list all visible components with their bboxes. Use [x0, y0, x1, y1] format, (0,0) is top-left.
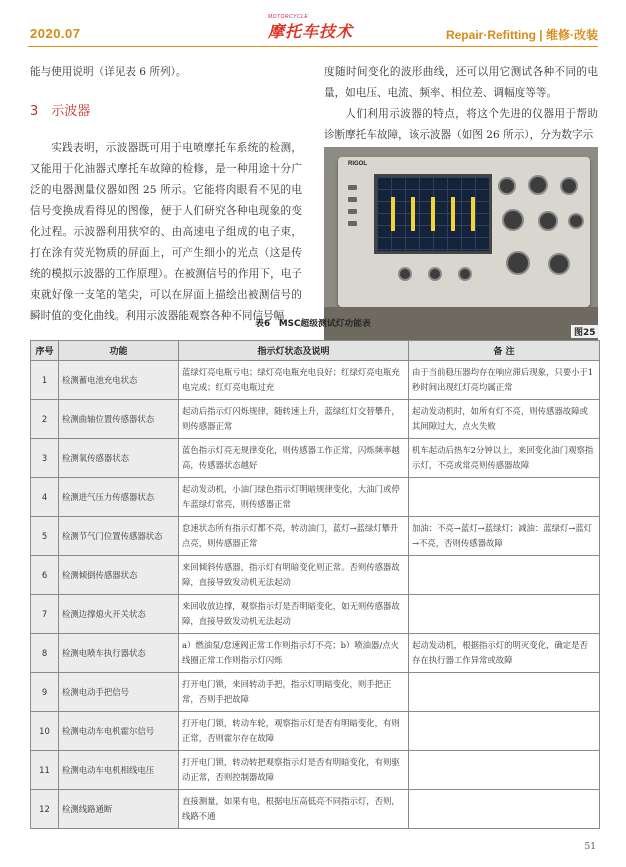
row-note — [409, 673, 600, 712]
row-indicator: 直接测量，如果有电，根据电压高低亮不同指示灯，否则，线路不通 — [179, 790, 409, 829]
table-row — [31, 478, 600, 517]
row-note: 加油：不亮→蓝灯→蓝绿灯；减油：蓝绿灯→蓝灯→不亮，否则传感器故障 — [409, 517, 600, 556]
row-function: 检测节气门位置传感器状态 — [59, 517, 179, 556]
right-paragraph-2: 人们利用示波器的特点，将这个先进的仪器用于帮助诊断摩托车故障，该示波器（如图 26 所示），分为数字示 — [324, 108, 598, 141]
row-note: 由于当前稳压器均存在响应滞后现象，只要小于1秒时间出现红灯亮均属正常 — [409, 361, 600, 400]
oscilloscope-photo — [324, 147, 598, 340]
row-number: 7 — [31, 595, 59, 634]
table-row — [31, 790, 600, 829]
row-indicator: 蓝色指示灯亮无规律变化，则传感器工作正常，闪烁频率越高，传感器状态越好 — [179, 439, 409, 478]
row-number: 11 — [31, 751, 59, 790]
table-row — [31, 751, 600, 790]
logo-title: 摩托车技术 — [268, 22, 354, 41]
row-number: 9 — [31, 673, 59, 712]
row-indicator: 起动后指示灯闪烁规律，随转速上升，蓝绿红灯交替攀升，则传感器正常 — [179, 400, 409, 439]
page-number: 51 — [584, 842, 596, 852]
control-knob — [498, 177, 516, 195]
left-paragraph-1: 能与使用说明（详见表 6 所列）。 — [30, 66, 187, 78]
row-number: 2 — [31, 400, 59, 439]
control-knob — [568, 213, 584, 229]
row-function: 检测进气压力传感器状态 — [59, 478, 179, 517]
row-function: 检测边撑熄火开关状态 — [59, 595, 179, 634]
oscilloscope-body — [338, 157, 590, 307]
row-indicator: 蓝绿灯亮电瓶亏电；绿灯亮电瓶充电良好；红绿灯亮电瓶充电完成；红灯亮电瓶过充 — [179, 361, 409, 400]
menu-button — [348, 197, 357, 202]
table-row — [31, 517, 600, 556]
row-number: 8 — [31, 634, 59, 673]
row-indicator: 打开电门锁，转动车轮，观察指示灯是否有明暗变化，有则正常，否则霍尔存在故障 — [179, 712, 409, 751]
right-paragraph-1: 度随时间变化的波形曲线，还可以用它测试各种不同的电量，如电压、电流、频率、相位差、调幅度等等。 — [324, 66, 598, 99]
row-note — [409, 790, 600, 829]
menu-button — [348, 209, 357, 214]
row-note — [409, 595, 600, 634]
row-note: 机车起动后热车2分钟以上，来回变化油门观察指示灯，不亮或常亮则传感器故障 — [409, 439, 600, 478]
row-function: 检测蓄电池充电状态 — [59, 361, 179, 400]
magazine-logo — [268, 14, 363, 42]
row-function: 检测电动手把信号 — [59, 673, 179, 712]
logo-subtitle: MOTORCYCLE — [268, 14, 309, 20]
row-function: 检测电喷车执行器状态 — [59, 634, 179, 673]
row-function: 检测倾倒传感器状态 — [59, 556, 179, 595]
header-function: 功能 — [59, 341, 179, 361]
issue-date: 2020.07 — [30, 26, 81, 41]
control-knob — [560, 177, 578, 195]
row-function: 检测曲轴位置传感器状态 — [59, 400, 179, 439]
waveform-pulse — [431, 197, 435, 231]
row-indicator: a）燃油泵/怠速阀正常工作则指示灯不亮；b）喷油器/点火线圈正常工作则指示灯闪烁 — [179, 634, 409, 673]
header-indicator: 指示灯状态及说明 — [179, 341, 409, 361]
menu-button — [348, 185, 357, 190]
row-indicator: 打开电门锁，来回转动手把，指示灯明暗变化，则手把正常，否则手把故障 — [179, 673, 409, 712]
section-name: Repair·Refitting | 维修·改装 — [445, 28, 598, 42]
table-row — [31, 595, 600, 634]
row-number: 3 — [31, 439, 59, 478]
row-indicator: 起动发动机，小油门绿色指示灯明暗规律变化，大油门或停车蓝绿灯常亮，则传感器正常 — [179, 478, 409, 517]
control-knob — [538, 211, 558, 231]
table-row — [31, 634, 600, 673]
control-knob — [506, 251, 530, 275]
header-number: 序号 — [31, 341, 59, 361]
table-row — [31, 556, 600, 595]
row-function: 检测电动车电机相线电压 — [59, 751, 179, 790]
row-note — [409, 712, 600, 751]
row-number: 12 — [31, 790, 59, 829]
table-row — [31, 400, 600, 439]
header-divider — [28, 46, 598, 47]
row-number: 10 — [31, 712, 59, 751]
row-number: 1 — [31, 361, 59, 400]
row-function: 检测氧传感器状态 — [59, 439, 179, 478]
section-heading: 3 示波器 — [30, 104, 91, 119]
row-note: 起动发动机时，如所有灯不亮，则传感器故障或其间隙过大，点火失败 — [409, 400, 600, 439]
row-note — [409, 478, 600, 517]
control-knob — [502, 209, 524, 231]
table-caption: 表6 MSC超级测试灯功能表 — [255, 319, 371, 329]
waveform-pulse — [451, 197, 455, 231]
row-indicator: 来回倾斜传感器，指示灯有明暗变化则正常。否则传感器故障，直接导致发动机无法起动 — [179, 556, 409, 595]
waveform-pulse — [391, 197, 395, 231]
oscilloscope-brand: RIGOL — [348, 161, 367, 167]
row-number: 5 — [31, 517, 59, 556]
row-indicator: 来回收放边撑，观察指示灯是否明暗变化，如无则传感器故障，直接导致发动机无法起动 — [179, 595, 409, 634]
waveform-pulse — [471, 197, 475, 231]
table-row — [31, 361, 600, 400]
table-row — [31, 673, 600, 712]
row-number: 4 — [31, 478, 59, 517]
control-knob — [528, 175, 548, 195]
table-row — [31, 439, 600, 478]
row-indicator: 打开电门锁，转动转把观察指示灯是否有明暗变化，有则驱动正常，否则控制器故障 — [179, 751, 409, 790]
row-note: 起动发动机，根据指示灯的明灭变化，确定是否存在执行器工作异常或故障 — [409, 634, 600, 673]
row-note — [409, 751, 600, 790]
row-function: 检测电动车电机霍尔信号 — [59, 712, 179, 751]
control-knob — [458, 267, 472, 281]
row-function: 检测线路通断 — [59, 790, 179, 829]
control-knob — [548, 253, 570, 275]
table-header-row — [31, 341, 600, 361]
header-note: 备 注 — [409, 341, 600, 361]
menu-button — [348, 221, 357, 226]
row-number: 6 — [31, 556, 59, 595]
oscilloscope-screen — [374, 174, 492, 254]
row-indicator: 怠速状态所有指示灯都不亮，转动油门，蓝灯→蓝绿灯攀升点亮，则传感器正常 — [179, 517, 409, 556]
waveform-pulse — [411, 197, 415, 231]
table-row — [31, 712, 600, 751]
left-paragraph-2: 实践表明，示波器既可用于电喷摩托车系统的检测，又能用于化油器式摩托车故障的检修，是一种用途十分广泛的电器测量仪器如图 25 所示。它能将肉眼看不见的电信号变换成看得见的图像，便于人们研究各种电现象的变化过程。示波器利用狭窄的、由高速电子组成的电子束，打在涂有荧光物质的屏面上，可产生细小的光点（这是传统的模拟示波器的工作原理）。在被测信号的作用下，电子束就好像一支笔的笔尖，可以在屏面上描绘出被测信号的瞬时值的变化曲线。利用示波器能观察各种不同信号幅 — [30, 142, 302, 322]
control-knob — [428, 267, 442, 281]
function-table — [30, 340, 600, 829]
control-knob — [398, 267, 412, 281]
row-note — [409, 556, 600, 595]
figure-label: 图25 — [571, 325, 599, 338]
